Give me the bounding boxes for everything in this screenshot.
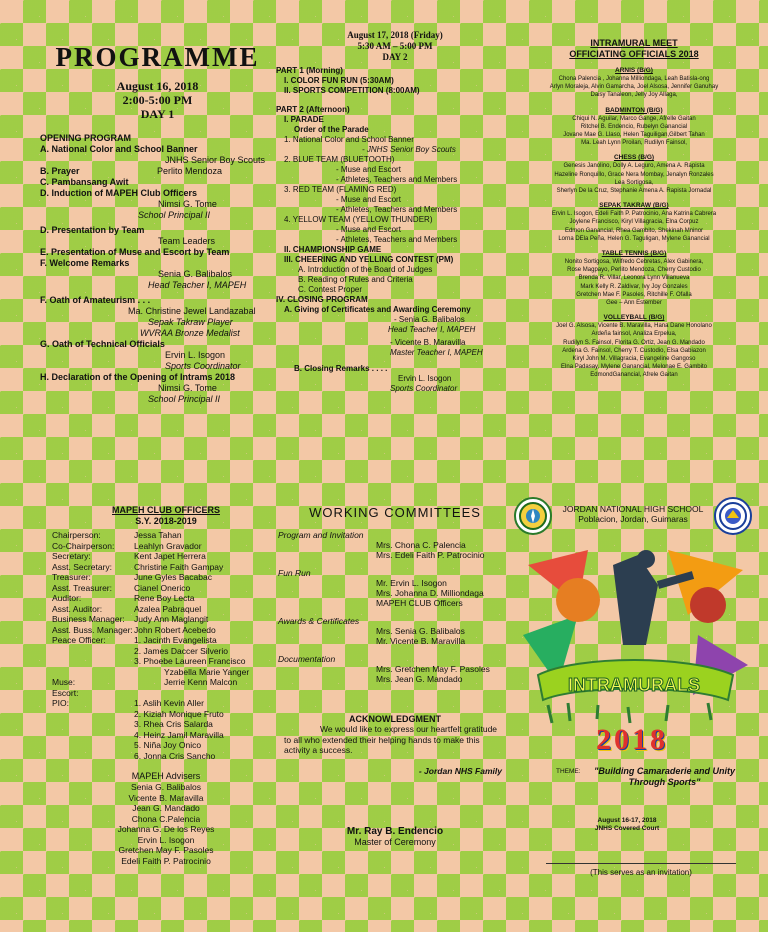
pio-name: 3. Rhea Cris Salarda [134, 719, 213, 729]
programme-day1-panel [40, 30, 275, 405]
committee-list [278, 530, 512, 684]
event-venue: JNHS Covered Court [594, 825, 660, 832]
sport-heading: CHESS (B/G) [613, 154, 655, 162]
day1-date: August 16, 2018 [116, 79, 199, 93]
committee-member: MAPEH CLUB Officers [376, 598, 463, 608]
closing-b-by: Ervin L. Isogon [398, 374, 452, 383]
pio-name: 1. Aslih Kevin Aller [134, 698, 204, 708]
adviser-name: Gretchen May F. Pasoles [118, 845, 214, 855]
mapeh-officers-panel [52, 505, 280, 866]
adviser-name: Vicente B. Maravilla [128, 792, 204, 803]
mapeh-title-2: S.Y. 2018-2019 [135, 516, 197, 526]
cheering-a: A. Introduction of the Board of Judges [298, 265, 433, 274]
sport-official-line: Lea Sortigosa, [614, 179, 654, 186]
sport-official-line: Ervin L. Isogon, Edeli Faith P. Patrocinio, Ana Katrina Cabrera [551, 211, 717, 218]
pio-list [134, 698, 224, 761]
committee-member: Mrs. Chona C. Palencia [376, 540, 466, 550]
signature-line [546, 863, 736, 864]
day1-time: 2:00-5:00 PM [122, 93, 193, 107]
committee-member: Mrs. Gretchen May F. Pasoles [376, 664, 490, 674]
acknowledgment-text: We would like to express our heartfelt gratitude to all who extended their helping hands to make this activity a success. [284, 724, 498, 755]
adviser-name: Senia G. Balibalos [131, 782, 201, 792]
item-c: C. Pambansang Awit [40, 177, 129, 187]
adviser-name: Jean G. Mandado [132, 803, 200, 813]
sport-heading: VOLLEYBALL (B/G) [603, 314, 665, 322]
sport-official-line: Gretchen Mae F. Pasoles, Ritchille F. Ofalla [576, 291, 692, 298]
muse-name: Jerrie Kenn Malcon [164, 677, 238, 687]
item-h: H. Declaration of the Opening of Intrams 2018 [40, 372, 236, 382]
theme-label: THEME: [556, 768, 581, 775]
item-f-by: Senia G. Balibalos [158, 269, 233, 279]
officer-name: Jessa Tahan [134, 530, 182, 540]
part1-heading: PART 1 (Morning) [276, 66, 343, 75]
sport-official-line: Kiryl John M. Villagracia, Evangeline Gangoso [572, 356, 696, 363]
mc-role: Master of Ceremony [354, 836, 436, 847]
sport-official-line: Ritchel B. Endencio, Rubelyn Ganancial [580, 123, 688, 130]
officer-name: Leahlyn Gravador [134, 540, 202, 551]
officer-role: Asst. Treasurer: [52, 582, 112, 593]
officer-row [52, 614, 280, 625]
muse-label: Muse: [52, 677, 76, 687]
officer-role: Asst. Buss. Manager: [52, 624, 133, 635]
officials-panel [514, 30, 754, 380]
parade-order-heading: Order of the Parade [294, 125, 369, 134]
sport-heading: ARNIS (B/G) [615, 67, 653, 74]
officer-row [52, 604, 280, 615]
officer-row [52, 593, 280, 604]
parade-order-4: 4. YELLOW TEAM (YELLOW THUNDER) [284, 215, 433, 224]
closing-b-role: Sports Coordinator [390, 384, 458, 393]
day2-date: August 17, 2018 (Friday) [347, 30, 443, 40]
sport-official-line: Gee – Ann Estember [606, 300, 662, 307]
officer-name: Kent Japet Herrera [134, 551, 206, 561]
sport-official-line: Nonito Sortigosa, Wilfredo Cebretas, Alex Gabinera, [564, 259, 704, 266]
officer-name: Judy Ann Maglangit [134, 614, 209, 624]
sport-heading: SEPAK TAKRAW (B/G) [599, 202, 669, 210]
officials-title-2: OFFICIATING OFFICIALS 2018 [569, 49, 699, 59]
mc-name: Mr. Ray B. Endencio [346, 825, 444, 837]
sport-official-line: Ardeña fainsol, Analiza Erpelua, [591, 331, 677, 338]
sport-official-line: Chona Palencia , Johanna Milliondaga, Leah Batisla-ong [558, 76, 710, 82]
officer-row [52, 541, 280, 552]
theme-text: "Building Camaraderie and Unity Through Sports" [594, 766, 735, 787]
peace-officer-name: 3. Phoebe Laureen Francisco [134, 656, 246, 666]
sport-official-line: Brenda R. Villar, Leonora Lynn Villanueva [578, 275, 690, 282]
pio-name: 2. Kiziah Monique Fruto [134, 708, 224, 719]
parade-order-4b: - Athletes, Teachers and Members [336, 235, 458, 244]
sport-official-line: Daisy Tanaleon, Jelly Joy Allaga, [590, 92, 678, 99]
parade-order-2b: - Athletes, Teachers and Members [336, 175, 458, 184]
adviser-name: Chona C.Palencia [131, 813, 201, 824]
sport-official-line: Sherlyn De la Cruz, Stephanie Amena A. Rapista Jornadal [556, 188, 712, 195]
officer-role: Asst. Secretary: [52, 561, 112, 572]
sport-official-line: Ardena G. Fainsol, Cherry T. Custodio, Elsa Gabiazon [562, 347, 706, 354]
officer-row [52, 551, 280, 562]
item-d-role: School Principal II [138, 210, 211, 220]
item-dd-by: Team Leaders [158, 236, 216, 246]
committee-name: Awards & Certificates [278, 616, 360, 626]
item-d: D. Induction of MAPEH Club Officers [40, 188, 197, 198]
peace-officer-name: 2. James Daccer Silverio [134, 645, 229, 656]
programme-day2-panel [276, 30, 514, 394]
item-g-role: Sports Coordinator [165, 361, 241, 371]
pio-name: 6. Jonna Cris Sancho [134, 750, 216, 761]
officer-role: Chairperson: [52, 530, 101, 540]
committee-member: Mrs. Jean G. Mandado [376, 674, 463, 684]
peace-officer-label: Peace Officer: [52, 635, 106, 645]
committees-title: WORKING COMMITTEES [309, 505, 481, 520]
sport-official-line: Rose Magpayo, Perlito Mendoza, Cherry Custodio [567, 267, 701, 274]
acknowledgment-sign: - Jordan NHS Family [418, 765, 502, 776]
parade-order-2a: - Muse and Escort [336, 165, 401, 174]
acknowledgment-title: ACKNOWLEDGMENT [349, 714, 441, 724]
item-a: A. National Color and School Banner [40, 144, 198, 154]
committee-name: Program and Invitation [278, 530, 364, 540]
peace-officer-list [134, 635, 249, 677]
officer-name: Christine Faith Gampay [134, 561, 224, 572]
sport-official-line: EdmondGanancial, Afrele Gaitan [590, 372, 678, 379]
programme-title: PROGRAMME [55, 42, 260, 72]
committee-member: Mr. Vicente B. Maravilla [376, 636, 466, 646]
officer-name: Cianel Onerico [134, 582, 191, 593]
item-dd: D. Presentation by Team [40, 225, 145, 235]
item-e: E. Presentation of Muse and Escort by Team [40, 247, 230, 257]
deped-seal-icon [714, 497, 752, 535]
adviser-name: Johanna G. De los Reyes [117, 824, 215, 834]
item-d-by: Nimsi G. Tome [158, 199, 217, 209]
sport-official-line: Arlyn Moraleja, Alvin Gamarcha, Joel Alsosa, Jennifer Ganuhay [549, 84, 719, 91]
parade-order-2: 2. BLUE TEAM (BLUETOOTH) [284, 155, 395, 164]
advisers-list [52, 782, 280, 866]
closing-a: A. Giving of Certificates and Awarding Ceremony [284, 305, 471, 314]
parade-order-4a: - Muse and Escort [336, 225, 401, 234]
parade-heading: I. PARADE [284, 115, 324, 124]
cheering-c: C. Contest Proper [298, 285, 363, 294]
day2-time: 5:30 AM – 5:00 PM [357, 41, 433, 51]
banner-text: INTRAMURALS [568, 675, 700, 695]
sport-official-line: Genesis Janolino, Dolly A. Leguro, Amena A. Rapista [563, 163, 705, 170]
item-ff-by: Ma. Christine Jewel Landazabal [128, 306, 256, 316]
sport-official-line: Chiqui N. Aguilar, Marco Gange, Afrelle Gaitan [572, 115, 696, 122]
sport-official-line: Rudilyn S. Fainsol, Florita G. Ortiz, Jean G. Mandado [563, 339, 705, 346]
committee-member: Mrs. Edeli Faith P. Patrocinio [376, 550, 485, 560]
event-date: August 16-17, 2018 [597, 817, 657, 824]
officer-role: Business Manager: [52, 614, 125, 624]
item-g-by: Ervin L. Isogon [165, 350, 226, 360]
parade-order-1: 1. National Color and School Banner [284, 135, 414, 144]
officer-role: Secretary: [52, 551, 91, 561]
officer-role: Asst. Auditor: [52, 603, 103, 614]
adviser-name: Ervin L. Isogon [137, 834, 195, 845]
officer-row [52, 530, 280, 541]
mapeh-title-1: MAPEH CLUB OFFICERS [112, 505, 220, 515]
parade-order-3a: - Muse and Escort [336, 195, 401, 204]
cover-panel [512, 495, 756, 915]
theme-block [556, 766, 752, 788]
item-ff-role2: WVRAA Bronze Medalist [140, 328, 240, 338]
committees-panel [278, 505, 512, 847]
pio-label: PIO: [52, 698, 70, 708]
parade-order-1-by: - JNHS Senior Boy Scouts [362, 145, 456, 154]
closing-b: B. Closing Remarks . . . . [294, 364, 388, 373]
officer-name: John Robert Acebedo [134, 624, 216, 635]
item-b-by: Perlito Mendoza [157, 166, 223, 176]
closing-a-1-role: Head Teacher I, MAPEH [388, 325, 476, 334]
sport-official-line: Joel G. Alsosa, Vicente B. Maravilla, Hana Dane Honolano [556, 323, 712, 330]
day2-label: DAY 2 [382, 52, 408, 62]
school-logo-icon [514, 497, 552, 535]
part1-item-ii: II. SPORTS COMPETITION (8:00AM) [284, 86, 420, 95]
sport-heading: TABLE TENNIS (B/G) [601, 250, 667, 258]
officer-row [52, 572, 280, 583]
item-h-role: School Principal II [148, 394, 221, 404]
officer-row [52, 625, 280, 636]
officials-title-1: INTRAMURAL MEET [590, 38, 678, 48]
sport-official-line: Mark Kelly R. Zaldivar, Ivy Joy Gonzales [580, 283, 688, 290]
officer-row [52, 562, 280, 573]
officers-list [52, 530, 280, 635]
sport-official-line: Jovane Mae G. Llaso, Helen Taguiligan,Gilbert Tahan [563, 132, 705, 139]
day1-label: DAY 1 [140, 107, 175, 121]
committee-name: Fun Run [278, 568, 311, 578]
officer-name: Rene Boy Lecta [134, 593, 195, 603]
opening-program-heading: OPENING PROGRAM [40, 133, 132, 143]
escort-label: Escort: [52, 687, 79, 698]
committee-member: Mrs. Senia G. Balibalos [376, 626, 465, 636]
intramurals-banner-art [518, 545, 750, 725]
pio-name: 4. Heinz Jamil Maravilla [134, 729, 224, 740]
item-a-by: JNHS Senior Boy Scouts [165, 155, 266, 165]
closing-a-2: - Vicente B. Maravilla [390, 338, 466, 347]
sport-official-line: Elna Padasay, Mylene Ganancial, Melonae E. Gambito [561, 364, 707, 371]
championship-heading: II. CHAMPIONSHIP GAME [284, 245, 382, 254]
officials-sports-list [514, 66, 754, 380]
adviser-name: Edeli Faith P. Patrocinio [121, 855, 211, 866]
event-year: 2018 [596, 723, 668, 756]
sport-official-line: Ma. Leah Lynn Proilan, Rudilyn Fainsol, [581, 140, 687, 147]
parade-order-3b: - Athletes, Teachers and Members [336, 205, 458, 214]
item-ff: F. Oath of Amateurism . . . [40, 295, 151, 305]
cheering-b: B. Reading of Rules and Criteria [298, 275, 413, 284]
closing-heading: IV. CLOSING PROGRAM [276, 295, 368, 304]
closing-a-1: - Senia G. Balibalos [394, 315, 465, 324]
item-f-role: Head Teacher I, MAPEH [148, 280, 247, 290]
cheering-heading: III. CHEERING AND YELLING CONTEST (PM) [284, 255, 454, 264]
parade-order-3: 3. RED TEAM (FLAMING RED) [284, 185, 397, 194]
advisers-title: MAPEH Advisers [131, 771, 201, 781]
sport-heading: BADMINTON (B/G) [605, 106, 663, 114]
item-h-by: Nimsi G. Tome [158, 383, 217, 393]
officer-row [52, 583, 280, 594]
officer-role: Auditor: [52, 593, 82, 603]
committee-name: Documentation [278, 654, 336, 664]
sport-official-line: Joylene Francisco, Kiryl Villagracia, Elna Corpuz [569, 219, 699, 226]
part2-heading: PART 2 (Afternoon) [276, 105, 350, 114]
item-f: F. Welcome Remarks [40, 258, 130, 268]
officer-role: Treasurer: [52, 572, 91, 582]
peace-officer-name: 1. Jacinth Evangelista [134, 635, 217, 645]
sport-official-line: Lorna DEla Peña, Helen G. Taguligan, Mylene Ganancial [558, 235, 710, 242]
committee-member: Mr. Ervin L. Isogon [376, 578, 447, 588]
officer-name: June Gyles Bacabac [134, 572, 212, 582]
committee-member: Mrs. Johanna D. Milliondaga [376, 588, 484, 598]
part1-item-i: I. COLOR FUN RUN (5:30AM) [284, 76, 394, 85]
closing-a-2-role: Master Teacher I, MAPEH [390, 348, 483, 357]
peace-officer-name: Yzabella Marie Yanger [164, 666, 250, 677]
invitation-note: (This serves as an invitation) [590, 868, 692, 877]
sport-official-line: Edmon Ganancial, Rhea Gambito, Shekinah Mninor [564, 227, 704, 234]
sport-official-line: Hazeline Ronquillo, Grace Nera Mombay, Jenalyn Ronzales [554, 171, 714, 178]
item-b: B. Prayer [40, 166, 80, 176]
pio-name: 5. Niña Joy Onico [134, 740, 202, 750]
officer-name: Azalea Pabraquel [134, 603, 202, 614]
officer-role: Co-Chairperson: [52, 540, 115, 551]
school-name: JORDAN NATIONAL HIGH SCHOOL [562, 504, 704, 514]
school-address: Poblacion, Jordan, Guimaras [578, 514, 688, 524]
item-g: G. Oath of Technical Officials [40, 339, 165, 349]
item-ff-role1: Sepak Takraw Player [148, 317, 233, 327]
